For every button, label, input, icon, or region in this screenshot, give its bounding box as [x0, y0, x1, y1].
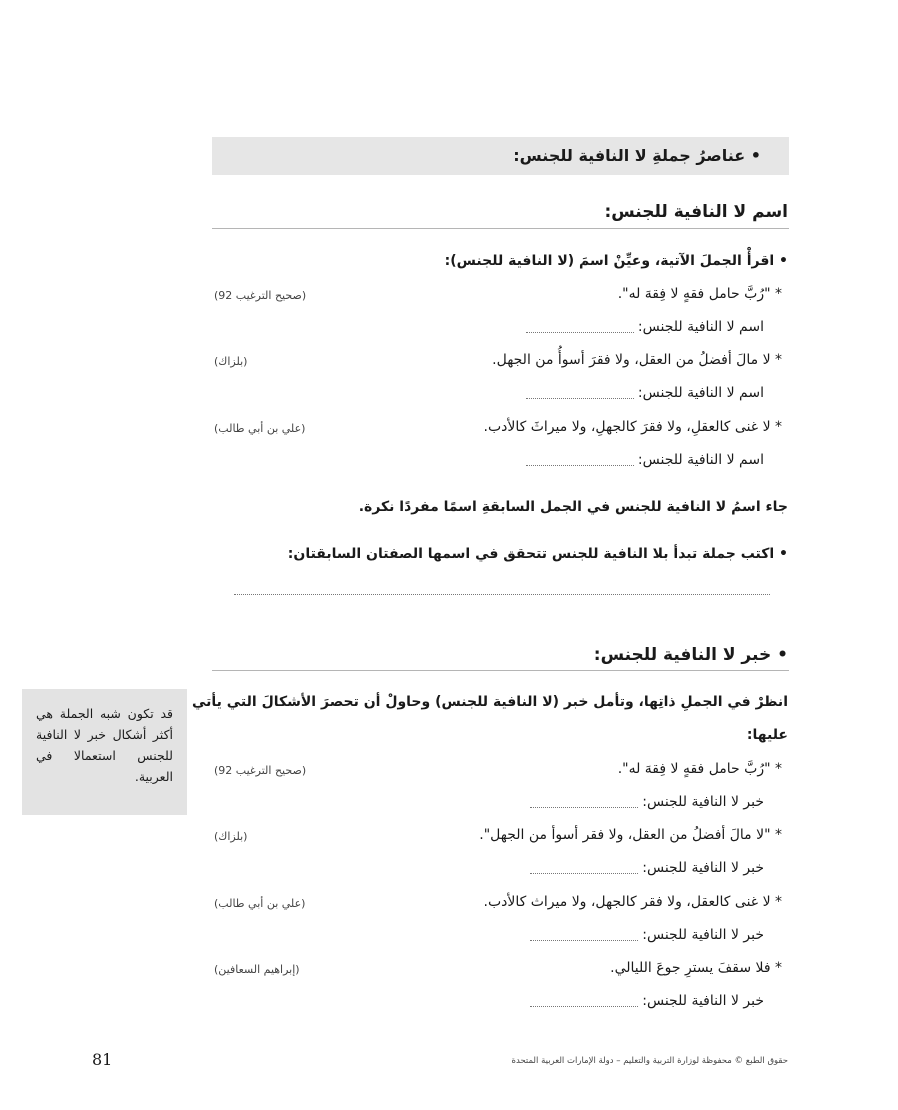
- instruction-observe: انظرْ في الجملِ ذاتِها، وتأمل خبر (لا النافية للجنس) وحاولْ أن تحصرَ الأشكالَ التي يأتي: [191, 694, 788, 710]
- write-task: • اكتب جملة تبدأ بلا النافية للجنس تتحقق في اسمها الصفتان السابقتان:: [287, 546, 788, 562]
- answer-blank[interactable]: [530, 994, 638, 1007]
- sentence-source: (صحيح الترغيب 92): [214, 764, 307, 777]
- section-header-band: [212, 137, 789, 175]
- sentence-source: (إبراهيم السعافين): [214, 963, 300, 976]
- answer-blank[interactable]: [530, 795, 638, 808]
- sentence-source: (علي بن أبي طالب): [214, 422, 306, 435]
- example-sentence: * "رُبَّ حامل فقهٍ لا فِقهَ له".: [617, 761, 782, 777]
- copyright-footer: حقوق الطبع © محفوظة لوزارة التربية والتعليم – دولة الإمارات العربية المتحدة: [511, 1056, 788, 1066]
- conclusion-text: جاء اسمُ لا النافية للجنس في الجمل السابقةِ اسمًا مفردًا نكرة.: [358, 499, 788, 515]
- subheading-khabar: • خبر لا النافية للجنس:: [593, 645, 788, 665]
- subheading-ism: اسم لا النافية للجنس:: [604, 202, 788, 222]
- answer-label: اسم لا النافية للجنس:: [637, 319, 764, 335]
- example-sentence: * لا غنى كالعقلِ، ولا فقرَ كالجهلِ، ولا ميراثَ كالأدب.: [483, 419, 782, 435]
- answer-blank[interactable]: [530, 861, 638, 874]
- write-answer-blank[interactable]: [234, 594, 770, 595]
- side-note: قد تكون شبه الجملة هي أكثر أشكال خبر لا النافية للجنس استعمالا في العربية.: [22, 689, 187, 815]
- answer-line: [526, 452, 764, 468]
- sentence-source: (بلزاك): [214, 830, 248, 843]
- answer-blank[interactable]: [530, 928, 638, 941]
- heading-rule: [212, 228, 789, 229]
- answer-label: خبر لا النافية للجنس:: [642, 993, 764, 1009]
- answer-line: [530, 927, 764, 943]
- example-sentence: * "رُبَّ حامل فقهٍ لا فِقهَ له".: [617, 286, 782, 302]
- example-sentence: * لا مالَ أفضلُ من العقل، ولا فقرَ أسوأُ من الجهل.: [492, 352, 782, 368]
- answer-label: خبر لا النافية للجنس:: [642, 794, 764, 810]
- sentence-source: (علي بن أبي طالب): [214, 897, 306, 910]
- section-title: • عناصرُ جملةِ لا النافية للجنس:: [513, 146, 761, 165]
- instruction-read: • اقرأْ الجملَ الآتية، وعيِّنْ اسمَ (لا النافية للجنس):: [444, 253, 788, 269]
- heading-rule: [212, 670, 789, 671]
- page-number: 81: [92, 1050, 113, 1069]
- answer-label: خبر لا النافية للجنس:: [642, 860, 764, 876]
- example-sentence: * "لا مالَ أفضلُ من العقل، ولا فقر أسوأ من الجهل".: [479, 827, 782, 843]
- answer-blank[interactable]: [526, 453, 634, 466]
- answer-line: [530, 860, 764, 876]
- example-sentence: * فلا سقفَ يسترِ جوعَ الليالي.: [610, 960, 782, 976]
- example-sentence: * لا غنى كالعقل، ولا فقر كالجهل، ولا ميراث كالأدب.: [483, 894, 782, 910]
- answer-label: خبر لا النافية للجنس:: [642, 927, 764, 943]
- instruction-observe-cont: عليها:: [746, 727, 788, 743]
- answer-blank[interactable]: [526, 320, 634, 333]
- sentence-source: (بلزاك): [214, 355, 248, 368]
- sentence-source: (صحيح الترغيب 92): [214, 289, 307, 302]
- answer-line: [526, 385, 764, 401]
- answer-line: [530, 993, 764, 1009]
- answer-blank[interactable]: [526, 386, 634, 399]
- answer-label: اسم لا النافية للجنس:: [637, 452, 764, 468]
- answer-label: اسم لا النافية للجنس:: [637, 385, 764, 401]
- answer-line: [530, 794, 764, 810]
- answer-line: [526, 319, 764, 335]
